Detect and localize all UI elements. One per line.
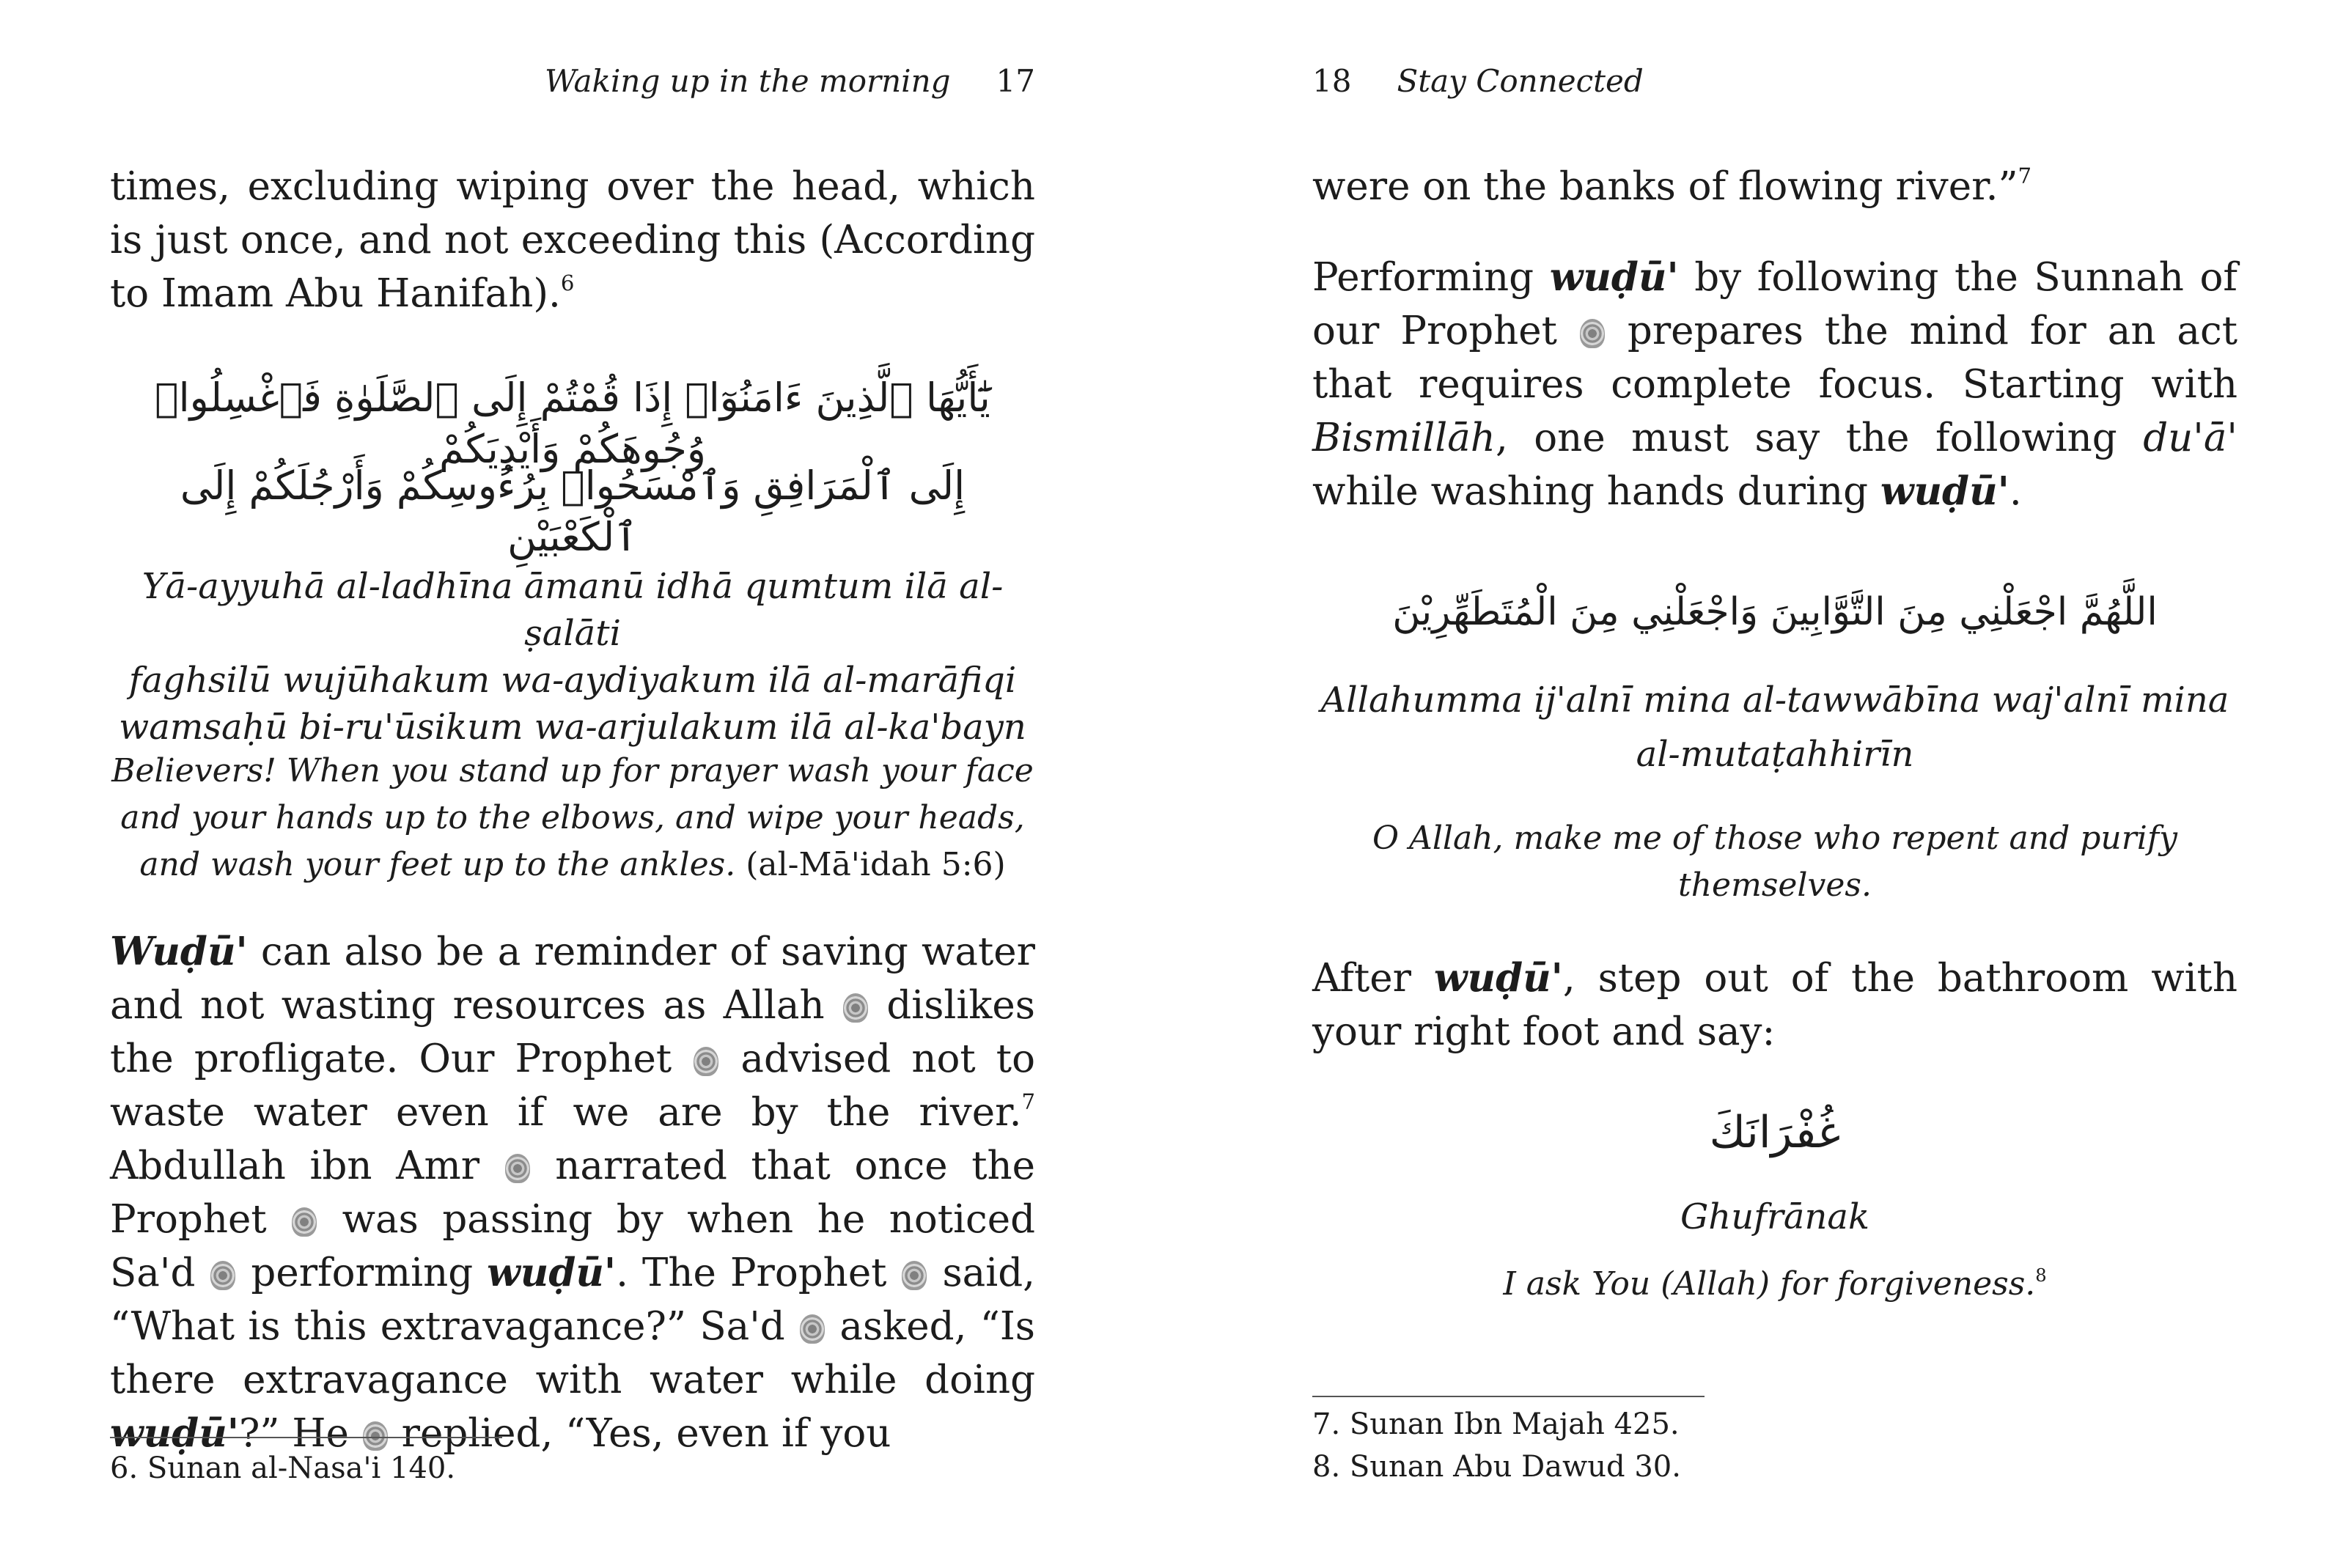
footnote-ref-8: 8: [2035, 1265, 2047, 1286]
quran-verse-arabic-line-1: يَٰٓأَيُّهَا ٱلَّذِينَ ءَامَنُوٓا۟ إِذَا قُمْتُمْ إِلَى ٱلصَّلَوٰةِ فَٱغْسِلُوا۟ وُجُوهَكُمْ وَأَيْدِيَكُمْ: [155, 375, 990, 472]
footnote-7: 7. Sunan Ibn Majah 425.: [1312, 1407, 1680, 1441]
left-running-header: [545, 63, 1035, 99]
left-header-title: Waking up in the morning: [544, 63, 951, 99]
dua-transliteration: Allahumma ij'alnī mina al-tawwābīna waj'alnī mina al-mutaṭahhirīn: [1320, 680, 2229, 775]
dua-translation: O Allah, make me of those who repent and purify themselves.: [1372, 820, 2178, 904]
honorific-saw-icon: [1580, 319, 1605, 348]
verse-translation: Believers! When you stand up for prayer wash your face and your hands up to the elbows, and wipe your heads, and wash your feet up to the ankles. (al-Mā'idah 5:6): [111, 752, 1034, 883]
left-page-number: 17: [996, 63, 1035, 99]
footnote-ref-7: 7: [2018, 163, 2032, 189]
quran-verse-arabic-line-2: إِلَى ٱلْمَرَافِقِ وَٱمْسَحُوا۟ بِرُءُوسِكُمْ وَأَرْجُلَكُمْ إِلَى ٱلْكَعْبَيْنِ: [180, 463, 966, 560]
verse-reference: (al-Mā'idah 5:6): [746, 846, 1006, 883]
footnote-divider: [110, 1437, 502, 1438]
footnote-6: 6. Sunan al-Nasa'i 140.: [110, 1451, 456, 1485]
footnote-ref-7: 7: [1021, 1089, 1035, 1115]
footnote-divider: [1312, 1396, 1705, 1397]
right-running-header: [1312, 63, 1644, 99]
honorific-saw-icon: [292, 1207, 317, 1237]
right-page: [1312, 0, 2237, 1568]
dua-arabic: اللَّهُمَّ اجْعَلْنِي مِنَ التَّوَّابِينَ وَاجْعَلْنِي مِنَ الْمُتَطَهِّرِيْنَ: [1392, 590, 2158, 634]
right-header-title: Stay Connected: [1397, 63, 1644, 99]
ghufranak-arabic: غُفْرَانَكَ: [1709, 1107, 1841, 1158]
right-paragraph-1: were on the banks of flowing river.”$^7$: [1312, 163, 2032, 209]
honorific-saw-icon: [694, 1047, 718, 1076]
honorific-saw-icon: [902, 1261, 927, 1290]
verse-transliteration: Yā-ayyuhā al-ladhīna āmanū idhā qumtum ilā al-ṣalāti faghsilū wujūhakum wa-aydiyakum ilā al-marāfiqi wamsaḥū bi-ru'ūsikum wa-arjulakum ilā al-ka'bayn: [119, 566, 1026, 748]
footnote-ref-6: 6: [560, 270, 575, 296]
left-paragraph-1: times, excluding wiping over the head, which is just once, and not exceeding this (According to Imam Abu Hanifah).$^6$: [110, 164, 1035, 316]
right-paragraph-2: Performing wuḍū' by following the Sunnah of our Prophet prepares the mind for an act that requires complete focus. Starting with Bismillāh, one must say the following du'ā' while washing hands during wuḍū'.: [1312, 254, 2238, 514]
honorific-swt-icon: [843, 993, 868, 1023]
honorific-ra-icon: [800, 1314, 825, 1344]
ghufranak-transliteration: Ghufrānak: [1680, 1196, 1870, 1237]
right-paragraph-3: After wuḍū', step out of the bathroom with your right foot and say:: [1312, 955, 2237, 1054]
honorific-saw-icon: [363, 1421, 388, 1451]
ghufranak-translation: I ask You (Allah) for forgiveness.$^8$: [1503, 1265, 2047, 1303]
honorific-ra-icon: [210, 1261, 235, 1290]
left-page: [110, 0, 1035, 1568]
footnote-8: 8. Sunan Abu Dawud 30.: [1312, 1450, 1681, 1484]
left-paragraph-2: Wuḍū' can also be a reminder of saving water and not wasting resources as Allah dislikes the profligate. Our Prophet advised not to waste water even if we are by the river.$^7$ Abdullah ibn Amr narrated that once the Prophet was passing by when he noticed Sa'd performing wuḍū'. The Prophet said, “What is this extravagance?” Sa'd asked, “Is there extravagance with water while doing wuḍū'?” He replied, “Yes, even if you: [110, 929, 1036, 1456]
right-page-number: 18: [1312, 63, 1352, 99]
honorific-ra-icon: [505, 1154, 530, 1183]
